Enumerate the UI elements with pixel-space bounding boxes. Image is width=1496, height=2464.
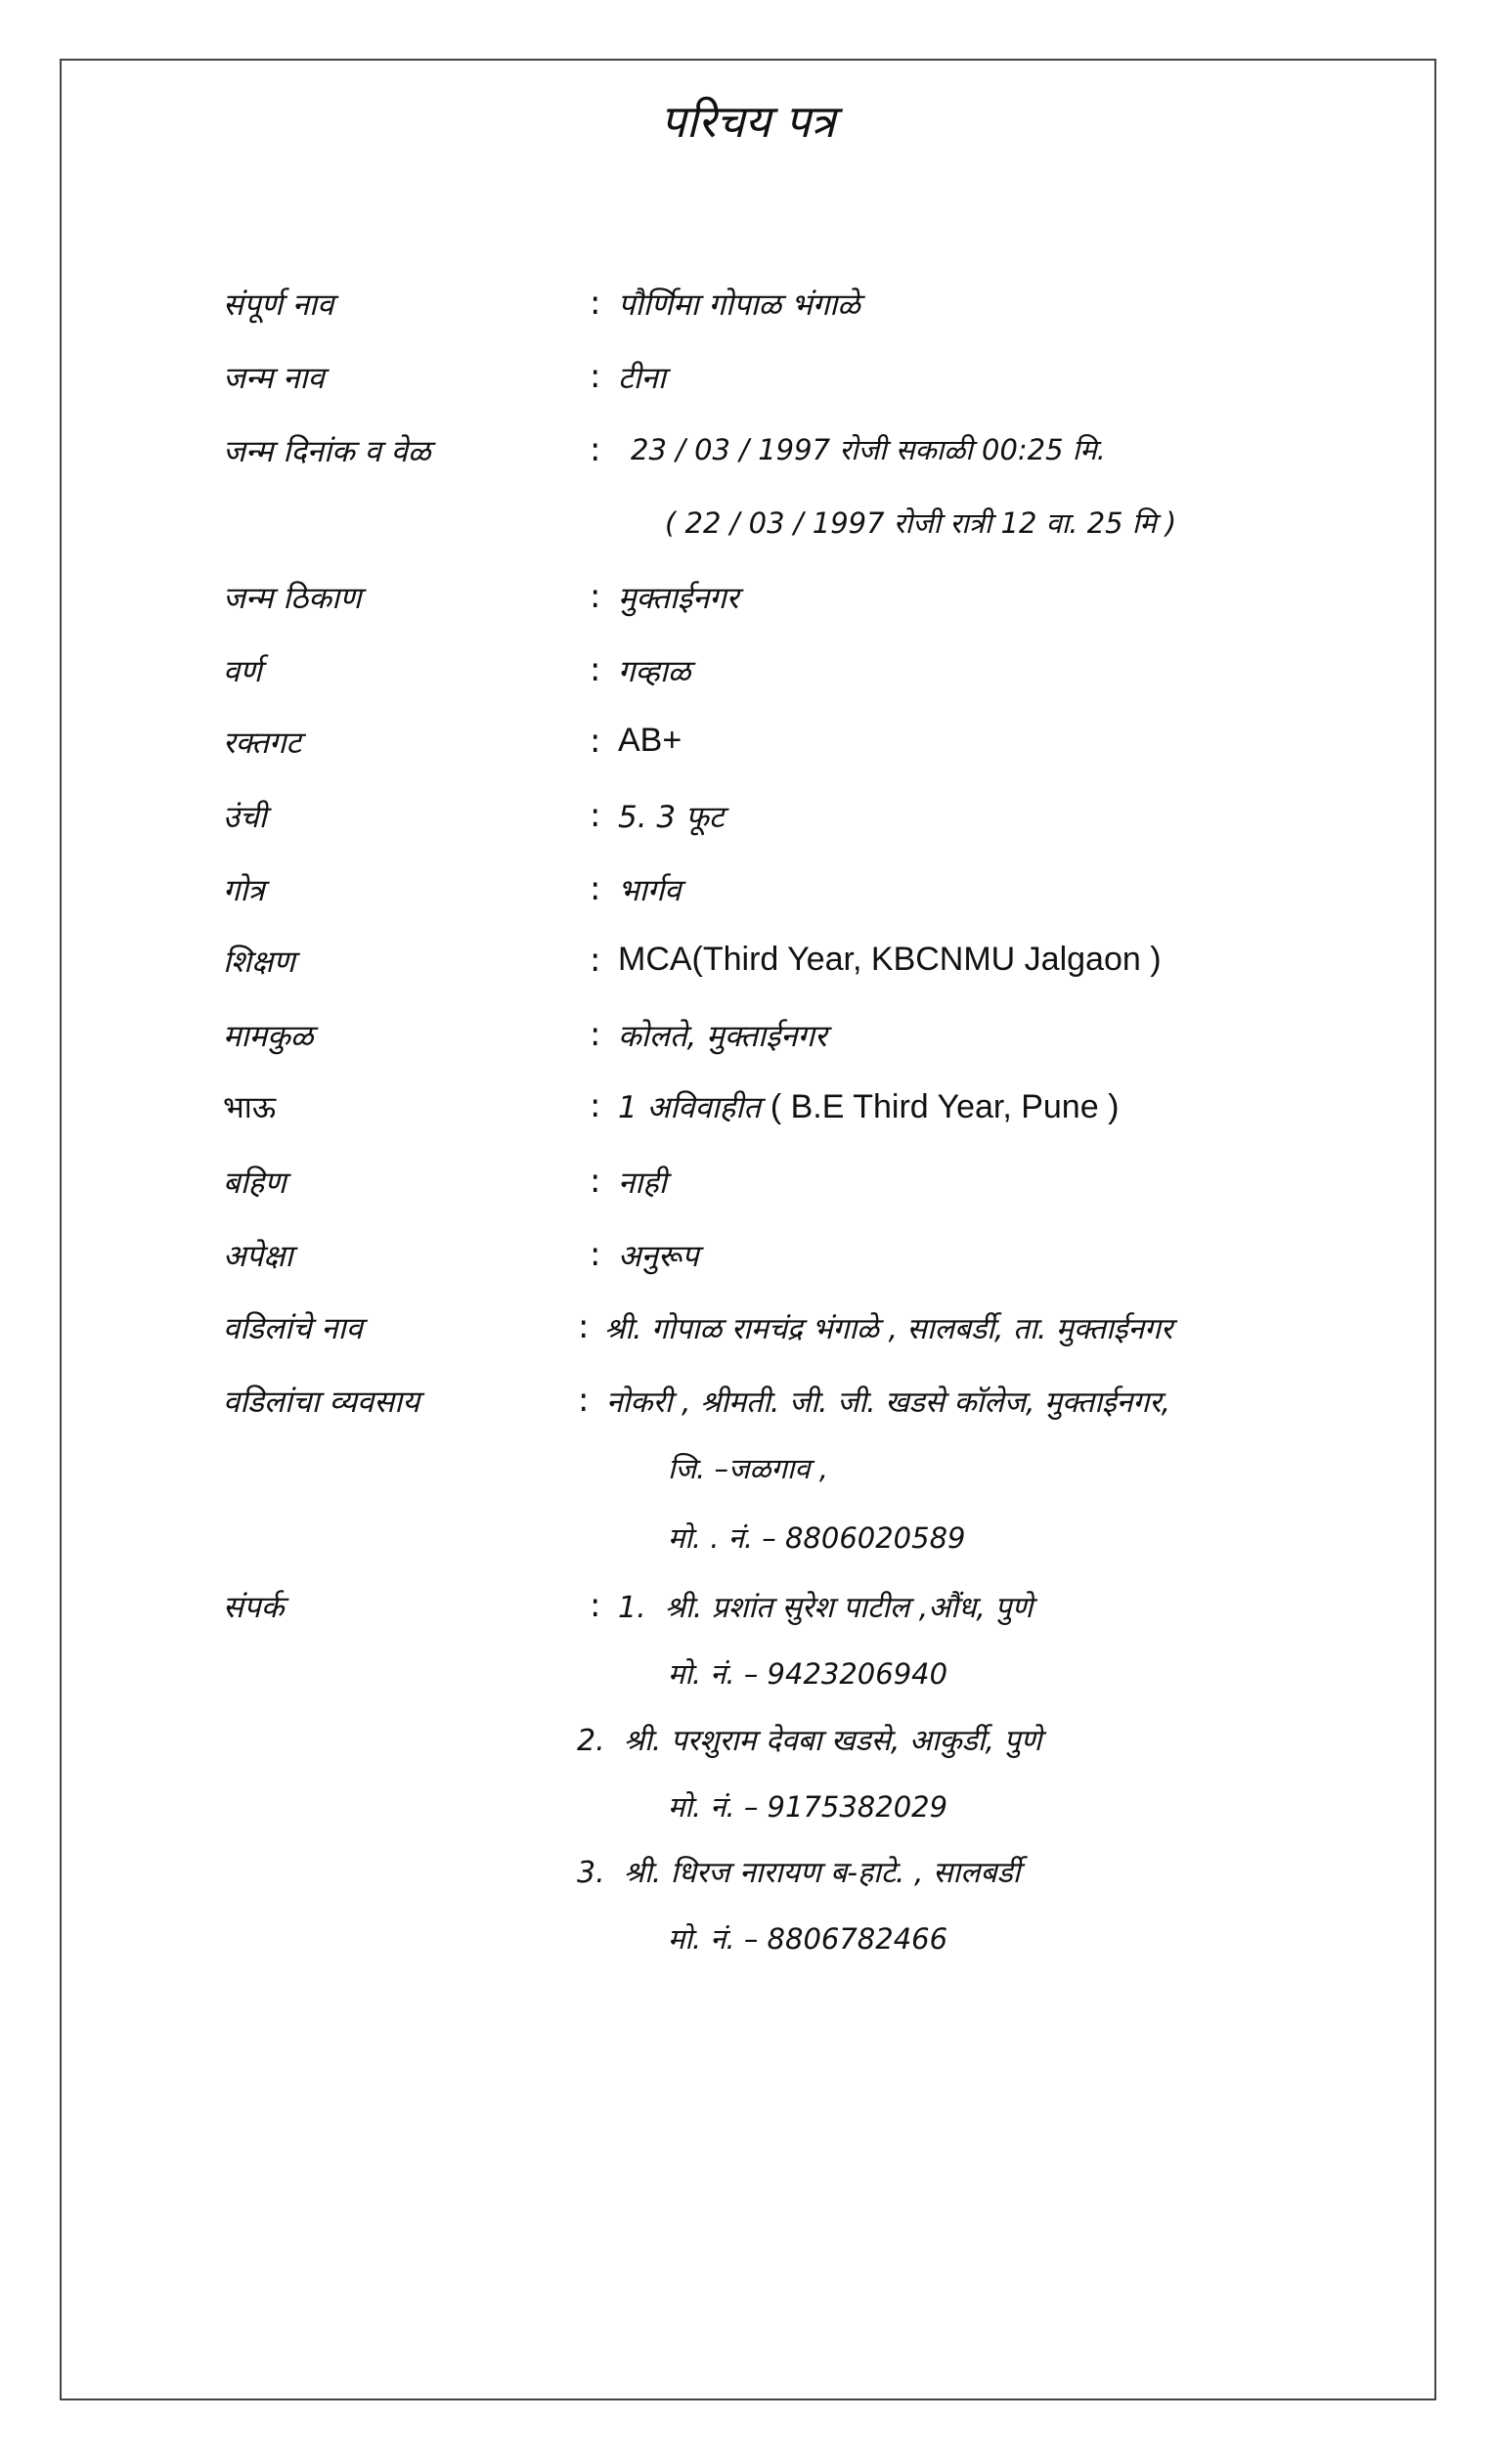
contact-phone-1: मो. नं. – 9423206940 (668, 1657, 948, 1691)
contact-entry-1 (618, 1586, 1033, 1626)
value: मुक्ताईनगर (618, 581, 739, 616)
value: 23 / 03 / 1997 रोजी सकाळी 00:25 मि. (631, 433, 1106, 466)
field-sister (0, 1162, 1496, 1230)
field-father-occupation (0, 1381, 1496, 1449)
contact-phone-2: मो. नं. – 9175382029 (668, 1790, 948, 1824)
value (618, 1086, 1119, 1127)
father-occupation-phone: मो. . नं. – 8806020589 (668, 1521, 966, 1555)
contact-number: 3. (577, 1856, 605, 1890)
colon: : (590, 1015, 601, 1054)
value: टीना (618, 361, 666, 396)
field-expectation (0, 1235, 1496, 1303)
contact-number: 2. (577, 1724, 605, 1758)
colon: : (590, 1162, 601, 1201)
colon: : (590, 869, 601, 908)
value: MCA(Third Year, KBCNMU Jalgaon ) (618, 941, 1162, 978)
colon: : (590, 941, 601, 980)
colon: : (578, 1381, 590, 1420)
value: नाही (618, 1166, 667, 1201)
label: वडिलांचे नाव (223, 1311, 363, 1346)
field-brother (0, 1086, 1496, 1155)
value: गव्हाळ (618, 654, 691, 689)
value: श्री. गोपाळ रामचंद्र भंगाळे , सालबर्डी, ता. मुक्ताईनगर (604, 1312, 1173, 1346)
value: 5. 3 फूट (618, 800, 725, 835)
label: जन्म दिनांक व वेळ (223, 434, 431, 469)
label: वडिलांचा व्यवसाय (223, 1385, 420, 1420)
contact-entry-3 (577, 1851, 1020, 1891)
value: पौर्णिमा गोपाळ भंगाळे (618, 287, 860, 323)
value: कोलते, मुक्ताईनगर (618, 1019, 827, 1054)
field-blood-group (0, 722, 1496, 790)
label: संपूर्ण नाव (223, 287, 334, 323)
colon: : (590, 796, 601, 835)
field-contact (0, 1586, 1496, 1654)
colon: : (590, 357, 601, 396)
label: अपेक्षा (223, 1239, 293, 1274)
value-latin: ( B.E Third Year, Pune ) (770, 1088, 1120, 1125)
colon: : (590, 430, 601, 469)
contact-phone-3: मो. नं. – 8806782466 (668, 1922, 948, 1956)
field-height (0, 796, 1496, 864)
label: उंची (223, 800, 267, 835)
label: संपर्क (223, 1590, 285, 1625)
value-marathi: 1 अविवाहीत (618, 1090, 761, 1125)
contact-name: श्री. परशुराम देवबा खडसे, आकुर्डी, पुणे (623, 1724, 1042, 1758)
label: गोत्र (223, 873, 265, 908)
value: भार्गव (618, 873, 682, 908)
label: जन्म ठिकाण (223, 581, 362, 616)
label: रक्तगट (223, 726, 302, 761)
label: मामकुळ (223, 1019, 314, 1054)
contact-entry-2 (577, 1719, 1041, 1759)
field-birth-datetime (0, 430, 1496, 499)
field-birth-name (0, 357, 1496, 425)
birth-datetime-alt: ( 22 / 03 / 1997 रोजी रात्री 12 वा. 25 मि ) (665, 506, 1177, 540)
label: भाऊ (223, 1090, 277, 1125)
label: वर्ण (223, 654, 262, 689)
value: AB+ (618, 722, 682, 759)
colon: : (590, 1235, 601, 1274)
page-title: परिचय पत्र (660, 95, 836, 148)
contact-name: श्री. धिरज नारायण ब-हाटे. , सालबर्डी (623, 1856, 1021, 1890)
field-maternal-family (0, 1015, 1496, 1083)
field-father-name (0, 1307, 1496, 1376)
colon: : (590, 1086, 601, 1125)
contact-name: श्री. प्रशांत सुरेश पाटील ,औंध, पुणे (664, 1591, 1034, 1625)
value: नोकरी , श्रीमती. जी. जी. खडसे कॉलेज, मुक्ताईनगर, (606, 1386, 1171, 1420)
label: बहिण (223, 1166, 286, 1201)
field-full-name (0, 284, 1496, 352)
contact-number: 1. (618, 1591, 646, 1625)
field-complexion (0, 650, 1496, 719)
value: अनुरूप (618, 1239, 699, 1274)
field-education (0, 941, 1496, 1009)
colon: : (590, 1586, 601, 1625)
label: जन्म नाव (223, 361, 325, 396)
colon: : (590, 577, 601, 616)
colon: : (590, 722, 601, 761)
colon: : (590, 650, 601, 689)
father-occupation-district: जि. –जळगाव , (668, 1452, 828, 1485)
colon: : (590, 284, 601, 323)
field-gotra (0, 869, 1496, 938)
field-birth-place (0, 577, 1496, 645)
colon: : (578, 1307, 590, 1346)
label: शिक्षण (223, 945, 295, 980)
